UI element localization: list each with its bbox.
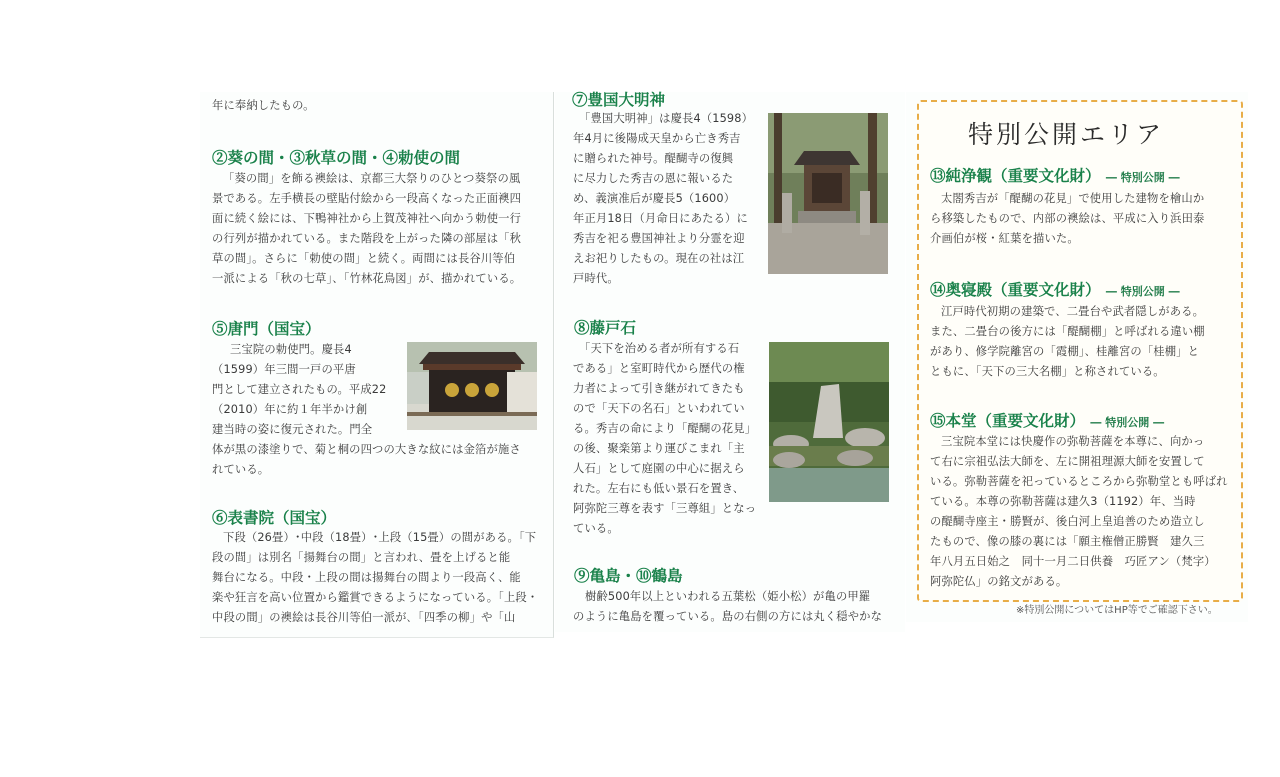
text-line: 中段の間」の襖絵は長谷川等伯一派が､「四季の柳」や「山 — [212, 611, 516, 624]
heading-omote-shoin: ⑥表書院（国宝） — [212, 508, 337, 527]
text-fujitoishi — [573, 339, 756, 539]
text-line: る。秀吉の命により「醍醐の花見」 — [573, 422, 757, 435]
karamon-gate-photo — [407, 342, 537, 430]
text-junjokan — [930, 189, 1205, 249]
text-line: 阿弥陀仏」の銘文がある。 — [930, 575, 1068, 588]
text-line: 建当時の姿に復元された。門全 — [212, 423, 373, 436]
text-line: の後、聚楽第より運びこまれ「主 — [573, 442, 745, 455]
heading-title: ⑭奥寝殿（重要文化財） — [930, 280, 1101, 299]
text-line: 年4月に後陽成天皇から亡き秀吉 — [573, 132, 741, 145]
text-line: 阿弥陀三尊を表す「三尊組」となっ — [573, 502, 757, 515]
special-tag: ― 特別公開 ― — [1090, 416, 1165, 429]
text-line: 楽や狂言を高い位置から鑑賞できるようになっている。「上段・ — [212, 591, 539, 604]
special-tag: ― 特別公開 ― — [1105, 285, 1180, 298]
text-line: 段の間」は別名「揚舞台の間」と言われ、畳を上げると能 — [212, 551, 511, 564]
text-aoi-no-ma — [212, 169, 521, 289]
text-line: 三宝院本堂には快慶作の弥勒菩薩を本尊に、向かっ — [941, 435, 1205, 448]
heading-title: ⑬純浄観（重要文化財） — [930, 166, 1101, 185]
text-line: 江戸時代初期の建築で、二畳台や武者隠しがある。 — [941, 305, 1205, 318]
text-line: 介画伯が桜・紅葉を描いた。 — [930, 232, 1079, 245]
text-line: また、二畳台の後方には「醍醐棚」と呼ばれる違い棚 — [930, 325, 1205, 338]
text-line: たもので、像の膝の裏には「願主権僧正勝賢 建久三 — [930, 535, 1205, 548]
text-line: 体が黒の漆塗りで、菊と桐の四つの大きな紋には金箔が施さ — [212, 443, 521, 456]
text-line: 「天下を治める者が所有する石 — [579, 342, 740, 355]
text-line: 秀吉を祀る豊国神社より分霊を迎 — [573, 232, 745, 245]
text-line: の行列が描かれている。また階段を上がった隣の部屋は「秋 — [212, 232, 522, 245]
text-line: 下段（26畳）･中段（18畳）･上段（15畳）の間がある。「下 — [223, 531, 537, 544]
text-line: 草の間」。さらに「勅使の間」と続く。両間には長谷川等伯 — [212, 252, 516, 265]
text-line: 太閤秀吉が「醍醐の花見」で使用した建物を檜山か — [941, 192, 1205, 205]
heading-junjokan — [930, 164, 1180, 186]
text-line: ている。本尊の弥勒菩薩は建久3（1192）年、当時 — [930, 495, 1196, 508]
text-line: （1599）年三間一戸の平唐 — [212, 363, 356, 376]
text-line: 樹齢500年以上といわれる五葉松（姫小松）が亀の甲羅 — [585, 590, 871, 603]
text-line: のように亀島を覆っている。島の右側の方には丸く穏やかな — [573, 610, 883, 623]
text-line: 年八月五日始之 同十一月二日供養 巧匠アン（梵字） — [930, 555, 1216, 568]
text-line: れている。 — [212, 463, 270, 476]
heading-hondo — [930, 409, 1164, 431]
heading-aoi-no-ma: ②葵の間・③秋草の間・④勅使の間 — [212, 148, 461, 167]
text-line: 門として建立されたもの。平成22 — [212, 383, 387, 396]
text-line: 舞台になる。中段・上段の間は揚舞台の間より一段高く、能 — [212, 571, 521, 584]
text-line: 「葵の間」を飾る襖絵は、京都三大祭りのひとつ葵祭の風 — [223, 172, 521, 185]
text-line: 一派による「秋の七草」、「竹林花鳥図」が、描かれている。 — [212, 272, 522, 285]
heading-title: ⑮本堂（重要文化財） — [930, 411, 1086, 430]
heading-hokoku-daimyojin: ⑦豊国大明神 — [572, 90, 666, 109]
text-line: ともに、「天下の三大名棚」と称されている。 — [930, 365, 1165, 378]
special-tag: ― 特別公開 ― — [1105, 171, 1180, 184]
text-line: 「豊国大明神」は慶長4（1598） — [579, 112, 754, 125]
text-hokoku-daimyojin — [573, 109, 753, 289]
shrine-photo — [768, 113, 888, 274]
text-omote-shoin — [212, 528, 538, 628]
text-kamejima-tsurujima — [573, 587, 882, 627]
text-line: 三宝院の勅使門。慶長4 — [230, 343, 352, 356]
footnote: ※特別公開についてはHP等でご確認下さい。 — [1016, 605, 1218, 616]
text-line: （2010）年に約１年半かけ創 — [212, 403, 368, 416]
text-hondo — [930, 432, 1228, 592]
text-line: ので「天下の名石」といわれてい — [573, 402, 745, 415]
text-line: れた。左右にも低い景石を置き、 — [573, 482, 745, 495]
text-line: である」と室町時代から歴代の権 — [573, 362, 745, 375]
heading-kamejima-tsurujima: ⑨亀島・⑩鶴島 — [574, 566, 683, 585]
special-area-title: 特別公開エリア — [968, 120, 1165, 149]
text-okushinden — [930, 302, 1205, 382]
text-line: て右に宗祖弘法大師を、左に開祖理源大師を安置して — [930, 455, 1205, 468]
text-line: ら移築したもので、内部の襖絵は、平成に入り浜田泰 — [930, 212, 1205, 225]
heading-karamon: ⑤唐門（国宝） — [212, 319, 321, 338]
text-line: の醍醐寺座主・勝賢が、後白河上皇追善のため造立し — [930, 515, 1205, 528]
heading-okushinden — [930, 278, 1180, 300]
text-line: 人石」として庭園の中心に据えら — [573, 462, 745, 475]
text-line: があり、修学院離宮の「霞棚」、桂離宮の「桂棚」と — [930, 345, 1200, 358]
text-line: 景である。左手横長の壁貼付絵から一段高くなった正面襖四 — [212, 192, 522, 205]
text-line: いる。弥勒菩薩を祀っているところから弥勒堂とも呼ばれ — [930, 475, 1228, 488]
text-line: えお祀りしたもの。現在の社は江 — [573, 252, 745, 265]
text-line: ている。 — [573, 522, 619, 535]
text-line: に尽力した秀吉の恩に報いるた — [573, 172, 734, 185]
fujito-stone-photo — [769, 342, 889, 502]
text-line: 戸時代。 — [573, 272, 619, 285]
text-line: 年正月18日（月命日にあたる）に — [573, 212, 748, 225]
text-line: に贈られた神号。醍醐寺の復興 — [573, 152, 734, 165]
text-line: 力者によって引き継がれてきたも — [573, 382, 745, 395]
intro-line: 年に奉納したもの。 — [212, 99, 315, 112]
heading-fujitoishi: ⑧藤戸石 — [574, 318, 637, 337]
text-line: 面に続く絵には、下鴨神社から上賀茂神社へ向かう勅使一行 — [212, 212, 522, 225]
text-line: め、義演准后が慶長5（1600） — [573, 192, 736, 205]
